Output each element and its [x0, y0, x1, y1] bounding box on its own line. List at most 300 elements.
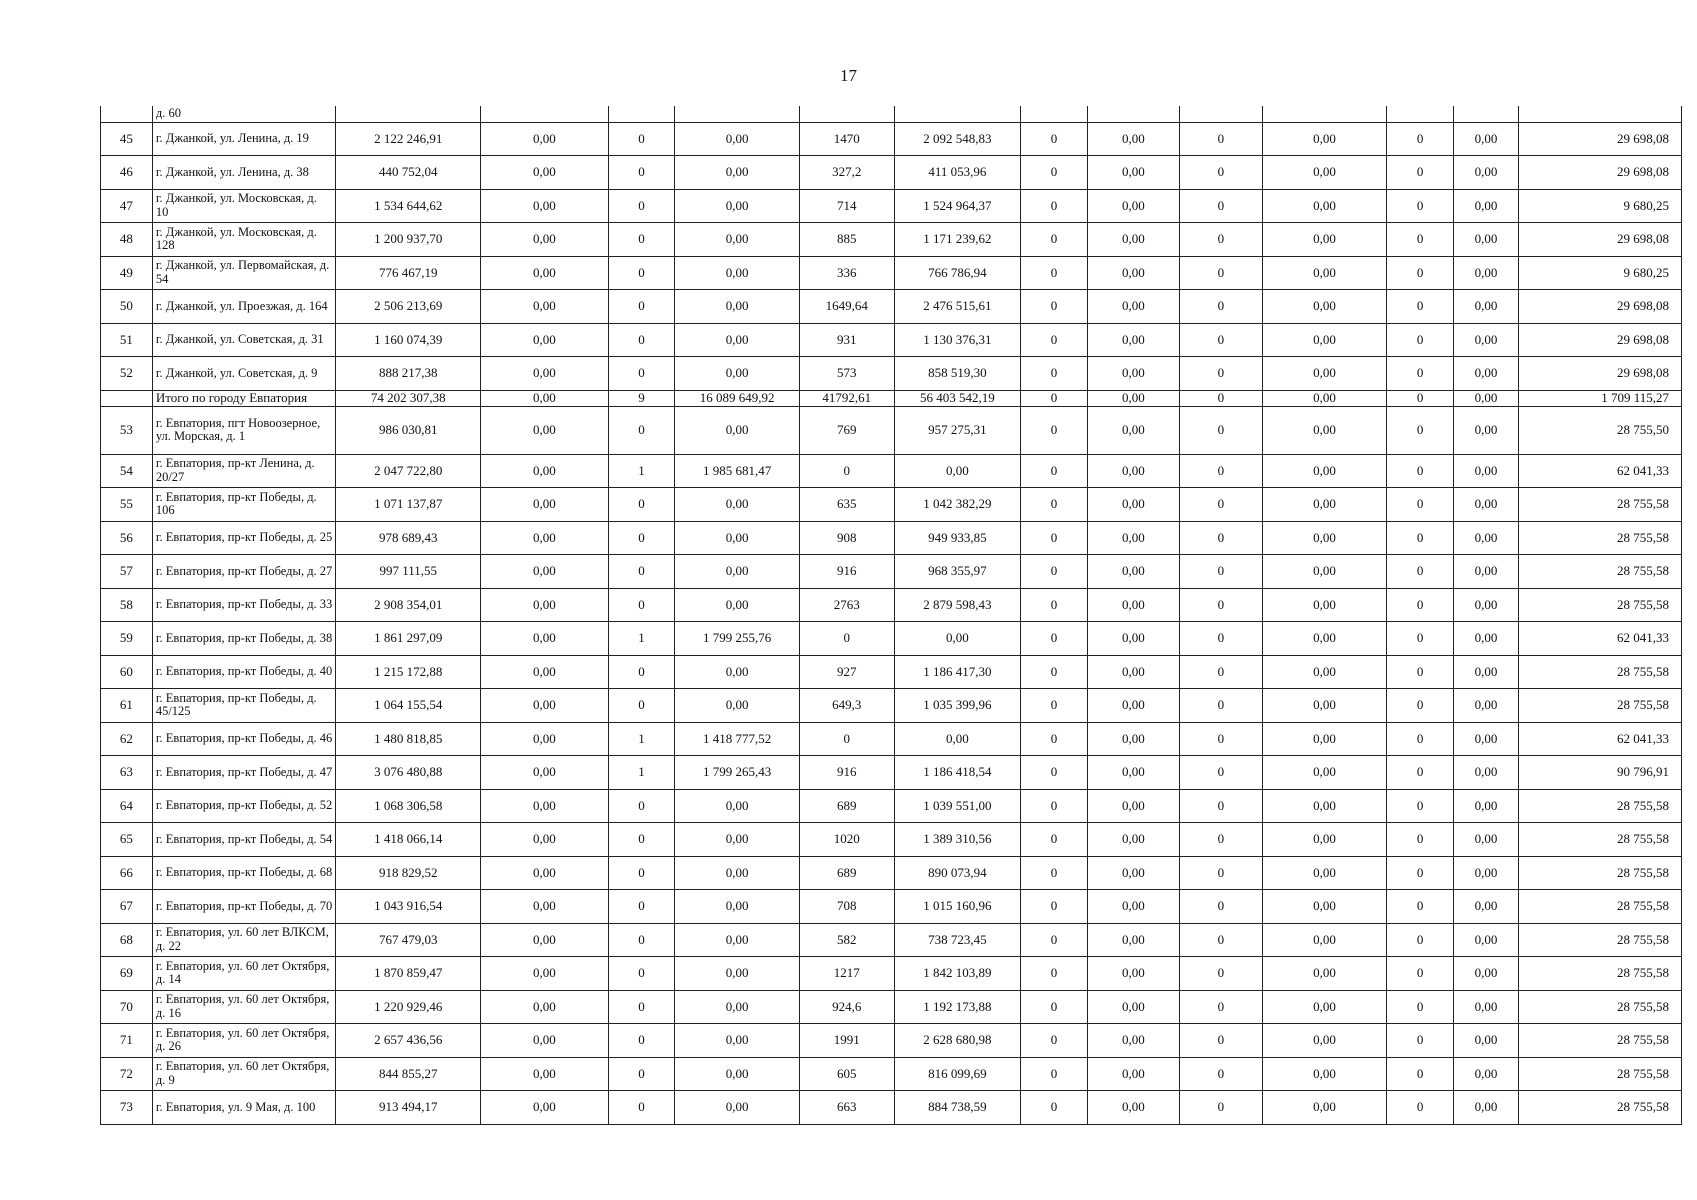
- value-cell-c12: 0,00: [1454, 156, 1519, 190]
- value-cell-c4: 0,00: [675, 555, 799, 589]
- address-cell: г. Евпатория, пр-кт Победы, д. 106: [152, 488, 336, 522]
- value-cell-c7: 0: [1021, 406, 1088, 454]
- value-cell-c11: 0: [1387, 357, 1454, 391]
- value-cell-c3: 0: [608, 189, 675, 223]
- table-row: [101, 1091, 1682, 1125]
- value-cell-c8: 0,00: [1088, 256, 1180, 290]
- row-number: 49: [101, 256, 153, 290]
- value-cell-c13: 28 755,58: [1518, 521, 1681, 555]
- value-cell-c13: 29 698,08: [1518, 357, 1681, 391]
- value-cell-c6: 2 879 598,43: [894, 588, 1020, 622]
- value-cell-c5: 689: [799, 789, 894, 823]
- address-cell: г. Евпатория, пр-кт Победы, д. 38: [152, 622, 336, 656]
- address-cell: г. Евпатория, ул. 60 лет ВЛКСМ, д. 22: [152, 923, 336, 957]
- value-cell-c13: 62 041,33: [1518, 722, 1681, 756]
- value-cell-c4: 0,00: [675, 357, 799, 391]
- value-cell-c6: 1 042 382,29: [894, 488, 1020, 522]
- value-cell-c10: 0,00: [1262, 1024, 1386, 1058]
- row-number: 67: [101, 890, 153, 924]
- value-cell-c11: 0: [1387, 156, 1454, 190]
- value-cell-c3: 0: [608, 823, 675, 857]
- value-cell-c1: 1 215 172,88: [336, 655, 481, 689]
- value-cell-c13: 28 755,58: [1518, 689, 1681, 723]
- value-cell-c7: 0: [1021, 823, 1088, 857]
- table-row: [101, 856, 1682, 890]
- value-cell-c6: 2 628 680,98: [894, 1024, 1020, 1058]
- value-cell-c12: 0,00: [1454, 390, 1519, 406]
- value-cell-c2: 0,00: [481, 406, 608, 454]
- value-cell-c5: 916: [799, 756, 894, 790]
- address-cell: г. Евпатория, пр-кт Победы, д. 27: [152, 555, 336, 589]
- value-cell-c4: 1 418 777,52: [675, 722, 799, 756]
- row-number: 57: [101, 555, 153, 589]
- value-cell-c8: 0,00: [1088, 390, 1180, 406]
- value-cell-c5: 708: [799, 890, 894, 924]
- address-cell: г. Джанкой, ул. Московская, д. 10: [152, 189, 336, 223]
- value-cell-c1: 2 657 436,56: [336, 1024, 481, 1058]
- value-cell-c6: 1 015 160,96: [894, 890, 1020, 924]
- address-cell: г. Евпатория, пр-кт Победы, д. 54: [152, 823, 336, 857]
- value-cell-c6: 411 053,96: [894, 156, 1020, 190]
- value-cell-c11: 0: [1387, 256, 1454, 290]
- row-number: 60: [101, 655, 153, 689]
- value-cell-c8: 0,00: [1088, 789, 1180, 823]
- value-cell-c10: 0,00: [1262, 454, 1386, 488]
- address-cell: г. Джанкой, ул. Ленина, д. 38: [152, 156, 336, 190]
- row-number: 53: [101, 406, 153, 454]
- value-cell-c8: 0,00: [1088, 957, 1180, 991]
- row-number: 51: [101, 323, 153, 357]
- table-row: [101, 223, 1682, 257]
- value-cell-c6: 2 092 548,83: [894, 122, 1020, 156]
- value-cell-c5: 689: [799, 856, 894, 890]
- value-cell-c4: 0,00: [675, 655, 799, 689]
- value-cell-c1: 1 220 929,46: [336, 990, 481, 1024]
- value-cell-c2: 0,00: [481, 1024, 608, 1058]
- value-cell-c9: 0: [1179, 622, 1262, 656]
- value-cell-c10: 0,00: [1262, 655, 1386, 689]
- value-cell-c8: 0,00: [1088, 323, 1180, 357]
- address-cell: г. Евпатория, ул. 9 Мая, д. 100: [152, 1091, 336, 1125]
- table-row: [101, 521, 1682, 555]
- value-cell-c3: 9: [608, 390, 675, 406]
- value-cell-c2: 0,00: [481, 1057, 608, 1091]
- value-cell-c1: 2 506 213,69: [336, 290, 481, 324]
- value-cell-c9: 0: [1179, 323, 1262, 357]
- value-cell-c6: 2 476 515,61: [894, 290, 1020, 324]
- value-cell-c1: 913 494,17: [336, 1091, 481, 1125]
- value-cell-c6: 1 039 551,00: [894, 789, 1020, 823]
- value-cell-c5: 924,6: [799, 990, 894, 1024]
- value-cell-c3: 1: [608, 722, 675, 756]
- value-cell-c8: 0,00: [1088, 122, 1180, 156]
- value-cell-c2: 0,00: [481, 189, 608, 223]
- value-cell-c3: 1: [608, 454, 675, 488]
- value-cell-c12: 0,00: [1454, 122, 1519, 156]
- value-cell-c11: 0: [1387, 290, 1454, 324]
- address-cell: г. Евпатория, пр-кт Победы, д. 46: [152, 722, 336, 756]
- value-cell-c7: 0: [1021, 521, 1088, 555]
- value-cell-c5: 1217: [799, 957, 894, 991]
- value-cell-c4: 0,00: [675, 290, 799, 324]
- value-cell-c10: 0,00: [1262, 521, 1386, 555]
- value-cell-c12: 0,00: [1454, 189, 1519, 223]
- value-cell-c2: 0,00: [481, 390, 608, 406]
- value-cell-c3: 0: [608, 923, 675, 957]
- value-cell-c10: 0,00: [1262, 923, 1386, 957]
- value-cell-c4: 0,00: [675, 1024, 799, 1058]
- value-cell-c1: 1 064 155,54: [336, 689, 481, 723]
- value-cell-c2: 0,00: [481, 756, 608, 790]
- value-cell-c7: 0: [1021, 856, 1088, 890]
- value-cell-c5: 908: [799, 521, 894, 555]
- value-cell-c11: 0: [1387, 521, 1454, 555]
- value-cell-c12: 0,00: [1454, 223, 1519, 257]
- row-number: [101, 390, 153, 406]
- value-cell-c3: 0: [608, 890, 675, 924]
- value-cell-c6: 0,00: [894, 622, 1020, 656]
- value-cell-c1: 767 479,03: [336, 923, 481, 957]
- table-row: [101, 488, 1682, 522]
- value-cell-c9: 0: [1179, 990, 1262, 1024]
- value-cell-c5: 663: [799, 1091, 894, 1125]
- row-number: 70: [101, 990, 153, 1024]
- value-cell-c13: 28 755,58: [1518, 789, 1681, 823]
- value-cell-c2: 0,00: [481, 588, 608, 622]
- value-cell-c7: 0: [1021, 756, 1088, 790]
- row-number: 54: [101, 454, 153, 488]
- value-cell-c11: 0: [1387, 856, 1454, 890]
- value-cell-c8: 0,00: [1088, 856, 1180, 890]
- value-cell-c4: 0,00: [675, 689, 799, 723]
- value-cell-c5: 41792,61: [799, 390, 894, 406]
- value-cell-c5: 1470: [799, 122, 894, 156]
- value-cell-c12: 0,00: [1454, 555, 1519, 589]
- value-cell-c9: 0: [1179, 156, 1262, 190]
- table-row: [101, 622, 1682, 656]
- row-number: 63: [101, 756, 153, 790]
- value-cell-c13: 1 709 115,27: [1518, 390, 1681, 406]
- value-cell-c10: 0,00: [1262, 622, 1386, 656]
- value-cell-c11: 0: [1387, 122, 1454, 156]
- value-cell-c8: 0,00: [1088, 555, 1180, 589]
- value-cell-c5: 885: [799, 223, 894, 257]
- value-cell-c1: 1 160 074,39: [336, 323, 481, 357]
- row-number: 52: [101, 357, 153, 391]
- value-cell-c8: 0,00: [1088, 990, 1180, 1024]
- value-cell-c9: 0: [1179, 588, 1262, 622]
- value-cell-c6: 1 035 399,96: [894, 689, 1020, 723]
- value-cell-c8: 0,00: [1088, 923, 1180, 957]
- value-cell-c8: 0,00: [1088, 655, 1180, 689]
- value-cell-c6: 884 738,59: [894, 1091, 1020, 1125]
- value-cell-c7: 0: [1021, 789, 1088, 823]
- value-cell-c3: 0: [608, 1024, 675, 1058]
- value-cell-c13: 28 755,58: [1518, 588, 1681, 622]
- address-cell: г. Джанкой, ул. Советская, д. 31: [152, 323, 336, 357]
- value-cell-c5: 605: [799, 1057, 894, 1091]
- value-cell-c4: 0,00: [675, 521, 799, 555]
- value-cell-c13: 62 041,33: [1518, 454, 1681, 488]
- value-cell-c11: 0: [1387, 756, 1454, 790]
- value-cell-c1: 1 534 644,62: [336, 189, 481, 223]
- value-cell-c13: 29 698,08: [1518, 122, 1681, 156]
- value-cell-c11: 0: [1387, 588, 1454, 622]
- row-number: 56: [101, 521, 153, 555]
- value-cell-c7: 0: [1021, 156, 1088, 190]
- address-cell: г. Евпатория, пр-кт Победы, д. 33: [152, 588, 336, 622]
- value-cell-c8: 0,00: [1088, 756, 1180, 790]
- value-cell-c11: 0: [1387, 622, 1454, 656]
- address-cell: г. Евпатория, ул. 60 лет Октября, д. 9: [152, 1057, 336, 1091]
- value-cell-c4: 1 799 255,76: [675, 622, 799, 656]
- value-cell-c1: 2 047 722,80: [336, 454, 481, 488]
- value-cell-c13: 28 755,58: [1518, 823, 1681, 857]
- value-cell-c9: 0: [1179, 1057, 1262, 1091]
- value-cell-c3: 0: [608, 406, 675, 454]
- value-cell-c10: 0,00: [1262, 588, 1386, 622]
- value-cell-c4: 16 089 649,92: [675, 390, 799, 406]
- value-cell-c11: 0: [1387, 555, 1454, 589]
- value-cell-c9: 0: [1179, 357, 1262, 391]
- value-cell-c3: 1: [608, 622, 675, 656]
- table-row: [101, 722, 1682, 756]
- value-cell-c5: 0: [799, 454, 894, 488]
- value-cell-c12: 0,00: [1454, 1091, 1519, 1125]
- table-row: [101, 323, 1682, 357]
- value-cell-c1: 918 829,52: [336, 856, 481, 890]
- value-cell-c7: 0: [1021, 122, 1088, 156]
- value-cell-c13: 28 755,58: [1518, 890, 1681, 924]
- value-cell-c9: 0: [1179, 655, 1262, 689]
- value-cell-c12: 0,00: [1454, 323, 1519, 357]
- value-cell-c3: 0: [608, 1091, 675, 1125]
- value-cell-c9: 0: [1179, 890, 1262, 924]
- value-cell-c13: 28 755,50: [1518, 406, 1681, 454]
- value-cell-c2: 0,00: [481, 622, 608, 656]
- value-cell-c4: 0,00: [675, 488, 799, 522]
- value-cell-c5: 769: [799, 406, 894, 454]
- value-cell-c5: 0: [799, 622, 894, 656]
- value-cell-c2: 0,00: [481, 890, 608, 924]
- table-row: [101, 957, 1682, 991]
- value-cell-c6: 1 192 173,88: [894, 990, 1020, 1024]
- value-cell-c9: 0: [1179, 256, 1262, 290]
- table-row: [101, 406, 1682, 454]
- value-cell-c7: 0: [1021, 890, 1088, 924]
- row-number: 59: [101, 622, 153, 656]
- value-cell-c8: 0,00: [1088, 521, 1180, 555]
- value-cell-c13: 29 698,08: [1518, 156, 1681, 190]
- value-cell-c6: 949 933,85: [894, 521, 1020, 555]
- value-cell-c10: 0,00: [1262, 406, 1386, 454]
- value-cell-c6: 56 403 542,19: [894, 390, 1020, 406]
- value-cell-c3: 0: [608, 323, 675, 357]
- value-cell-c11: 0: [1387, 823, 1454, 857]
- value-cell-c7: 0: [1021, 223, 1088, 257]
- value-cell-c7: 0: [1021, 454, 1088, 488]
- value-cell-c2: 0,00: [481, 454, 608, 488]
- value-cell-c12: 0,00: [1454, 655, 1519, 689]
- value-cell-c8: 0,00: [1088, 1024, 1180, 1058]
- value-cell-c2: 0,00: [481, 990, 608, 1024]
- table-row: [101, 1057, 1682, 1091]
- value-cell-c7: 0: [1021, 1057, 1088, 1091]
- value-cell-c2: 0,00: [481, 856, 608, 890]
- value-cell-c4: 0,00: [675, 990, 799, 1024]
- value-cell-c11: 0: [1387, 223, 1454, 257]
- value-cell-c11: 0: [1387, 454, 1454, 488]
- value-cell-c5: 927: [799, 655, 894, 689]
- value-cell-c10: 0,00: [1262, 323, 1386, 357]
- value-cell-c11: 0: [1387, 789, 1454, 823]
- value-cell-c8: 0,00: [1088, 622, 1180, 656]
- value-cell-c12: 0,00: [1454, 622, 1519, 656]
- address-cell: г. Евпатория, пгт Новоозерное, ул. Морская, д. 1: [152, 406, 336, 454]
- value-cell-c9: 0: [1179, 789, 1262, 823]
- value-cell-c12: 0,00: [1454, 990, 1519, 1024]
- value-cell-c9: 0: [1179, 856, 1262, 890]
- value-cell-c3: 0: [608, 957, 675, 991]
- value-cell-c10: 0,00: [1262, 1091, 1386, 1125]
- value-cell-c3: 1: [608, 756, 675, 790]
- row-number: 72: [101, 1057, 153, 1091]
- row-number: 71: [101, 1024, 153, 1058]
- value-cell-c6: 858 519,30: [894, 357, 1020, 391]
- value-cell-c10: 0,00: [1262, 189, 1386, 223]
- table-row: [101, 923, 1682, 957]
- value-cell-c9: 0: [1179, 555, 1262, 589]
- value-cell-c6: 1 842 103,89: [894, 957, 1020, 991]
- value-cell-c8: 0,00: [1088, 357, 1180, 391]
- value-cell-c1: 1 071 137,87: [336, 488, 481, 522]
- value-cell-c7: 0: [1021, 189, 1088, 223]
- address-cell: г. Евпатория, пр-кт Победы, д. 40: [152, 655, 336, 689]
- value-cell-c9: 0: [1179, 923, 1262, 957]
- table-row: [101, 890, 1682, 924]
- value-cell-c13: 28 755,58: [1518, 555, 1681, 589]
- value-cell-c4: 0,00: [675, 156, 799, 190]
- value-cell-c3: 0: [608, 290, 675, 324]
- table-row: [101, 823, 1682, 857]
- value-cell-c2: 0,00: [481, 122, 608, 156]
- value-cell-c10: 0,00: [1262, 823, 1386, 857]
- value-cell-c3: 0: [608, 521, 675, 555]
- value-cell-c3: 0: [608, 655, 675, 689]
- row-number: 64: [101, 789, 153, 823]
- row-number: 58: [101, 588, 153, 622]
- value-cell-c12: 0,00: [1454, 290, 1519, 324]
- value-cell-c4: 0,00: [675, 122, 799, 156]
- table-row: [101, 156, 1682, 190]
- value-cell-c5: 573: [799, 357, 894, 391]
- value-cell-c5: 1649,64: [799, 290, 894, 324]
- table-row: [101, 256, 1682, 290]
- value-cell-c9: 0: [1179, 957, 1262, 991]
- value-cell-c6: 1 524 964,37: [894, 189, 1020, 223]
- value-cell-c2: 0,00: [481, 521, 608, 555]
- table-row-fragment: [101, 106, 1682, 122]
- value-cell-c11: 0: [1387, 990, 1454, 1024]
- value-cell-c6: 1 130 376,31: [894, 323, 1020, 357]
- value-cell-c10: 0,00: [1262, 890, 1386, 924]
- value-cell-c13: 62 041,33: [1518, 622, 1681, 656]
- value-cell-c11: 0: [1387, 655, 1454, 689]
- value-cell-c11: 0: [1387, 722, 1454, 756]
- value-cell-c13: 28 755,58: [1518, 1057, 1681, 1091]
- table-row: [101, 454, 1682, 488]
- value-cell-c9: 0: [1179, 223, 1262, 257]
- table-row: [101, 390, 1682, 406]
- address-cell: г. Евпатория, пр-кт Победы, д. 47: [152, 756, 336, 790]
- value-cell-c2: 0,00: [481, 823, 608, 857]
- value-cell-c6: 816 099,69: [894, 1057, 1020, 1091]
- row-number: 61: [101, 689, 153, 723]
- value-cell-c8: 0,00: [1088, 406, 1180, 454]
- address-cell: г. Евпатория, ул. 60 лет Октября, д. 14: [152, 957, 336, 991]
- value-cell-c7: 0: [1021, 1024, 1088, 1058]
- value-cell-c1: 74 202 307,38: [336, 390, 481, 406]
- value-cell-c8: 0,00: [1088, 722, 1180, 756]
- value-cell-c9: 0: [1179, 823, 1262, 857]
- value-cell-c6: 968 355,97: [894, 555, 1020, 589]
- address-cell: г. Евпатория, ул. 60 лет Октября, д. 16: [152, 990, 336, 1024]
- value-cell-c2: 0,00: [481, 290, 608, 324]
- value-cell-c4: 0,00: [675, 256, 799, 290]
- value-cell-c8: 0,00: [1088, 290, 1180, 324]
- address-cell: г. Евпатория, ул. 60 лет Октября, д. 26: [152, 1024, 336, 1058]
- value-cell-c12: 0,00: [1454, 689, 1519, 723]
- value-cell-c5: 635: [799, 488, 894, 522]
- value-cell-c9: 0: [1179, 722, 1262, 756]
- value-cell-c9: 0: [1179, 488, 1262, 522]
- address-cell: д. 60: [152, 106, 336, 122]
- value-cell-c7: 0: [1021, 923, 1088, 957]
- value-cell-c5: 1991: [799, 1024, 894, 1058]
- value-cell-c8: 0,00: [1088, 689, 1180, 723]
- value-cell-c10: 0,00: [1262, 990, 1386, 1024]
- value-cell-c7: 0: [1021, 290, 1088, 324]
- value-cell-c12: 0,00: [1454, 454, 1519, 488]
- value-cell-c12: 0,00: [1454, 1024, 1519, 1058]
- value-cell-c11: 0: [1387, 488, 1454, 522]
- value-cell-c1: 997 111,55: [336, 555, 481, 589]
- table-row: [101, 290, 1682, 324]
- value-cell-c7: 0: [1021, 256, 1088, 290]
- row-number: 45: [101, 122, 153, 156]
- value-cell-c5: 931: [799, 323, 894, 357]
- value-cell-c1: 986 030,81: [336, 406, 481, 454]
- value-cell-c10: 0,00: [1262, 856, 1386, 890]
- value-cell-c13: 29 698,08: [1518, 290, 1681, 324]
- value-cell-c1: 440 752,04: [336, 156, 481, 190]
- value-cell-c9: 0: [1179, 390, 1262, 406]
- row-number: 68: [101, 923, 153, 957]
- table-row: [101, 1024, 1682, 1058]
- value-cell-c6: 738 723,45: [894, 923, 1020, 957]
- value-cell-c8: 0,00: [1088, 890, 1180, 924]
- value-cell-c8: 0,00: [1088, 1091, 1180, 1125]
- value-cell-c2: 0,00: [481, 789, 608, 823]
- value-cell-c10: 0,00: [1262, 390, 1386, 406]
- row-number: 73: [101, 1091, 153, 1125]
- row-number: 47: [101, 189, 153, 223]
- value-cell-c7: 0: [1021, 655, 1088, 689]
- value-cell-c4: 0,00: [675, 823, 799, 857]
- value-cell-c13: 9 680,25: [1518, 256, 1681, 290]
- value-cell-c2: 0,00: [481, 957, 608, 991]
- value-cell-c7: 0: [1021, 990, 1088, 1024]
